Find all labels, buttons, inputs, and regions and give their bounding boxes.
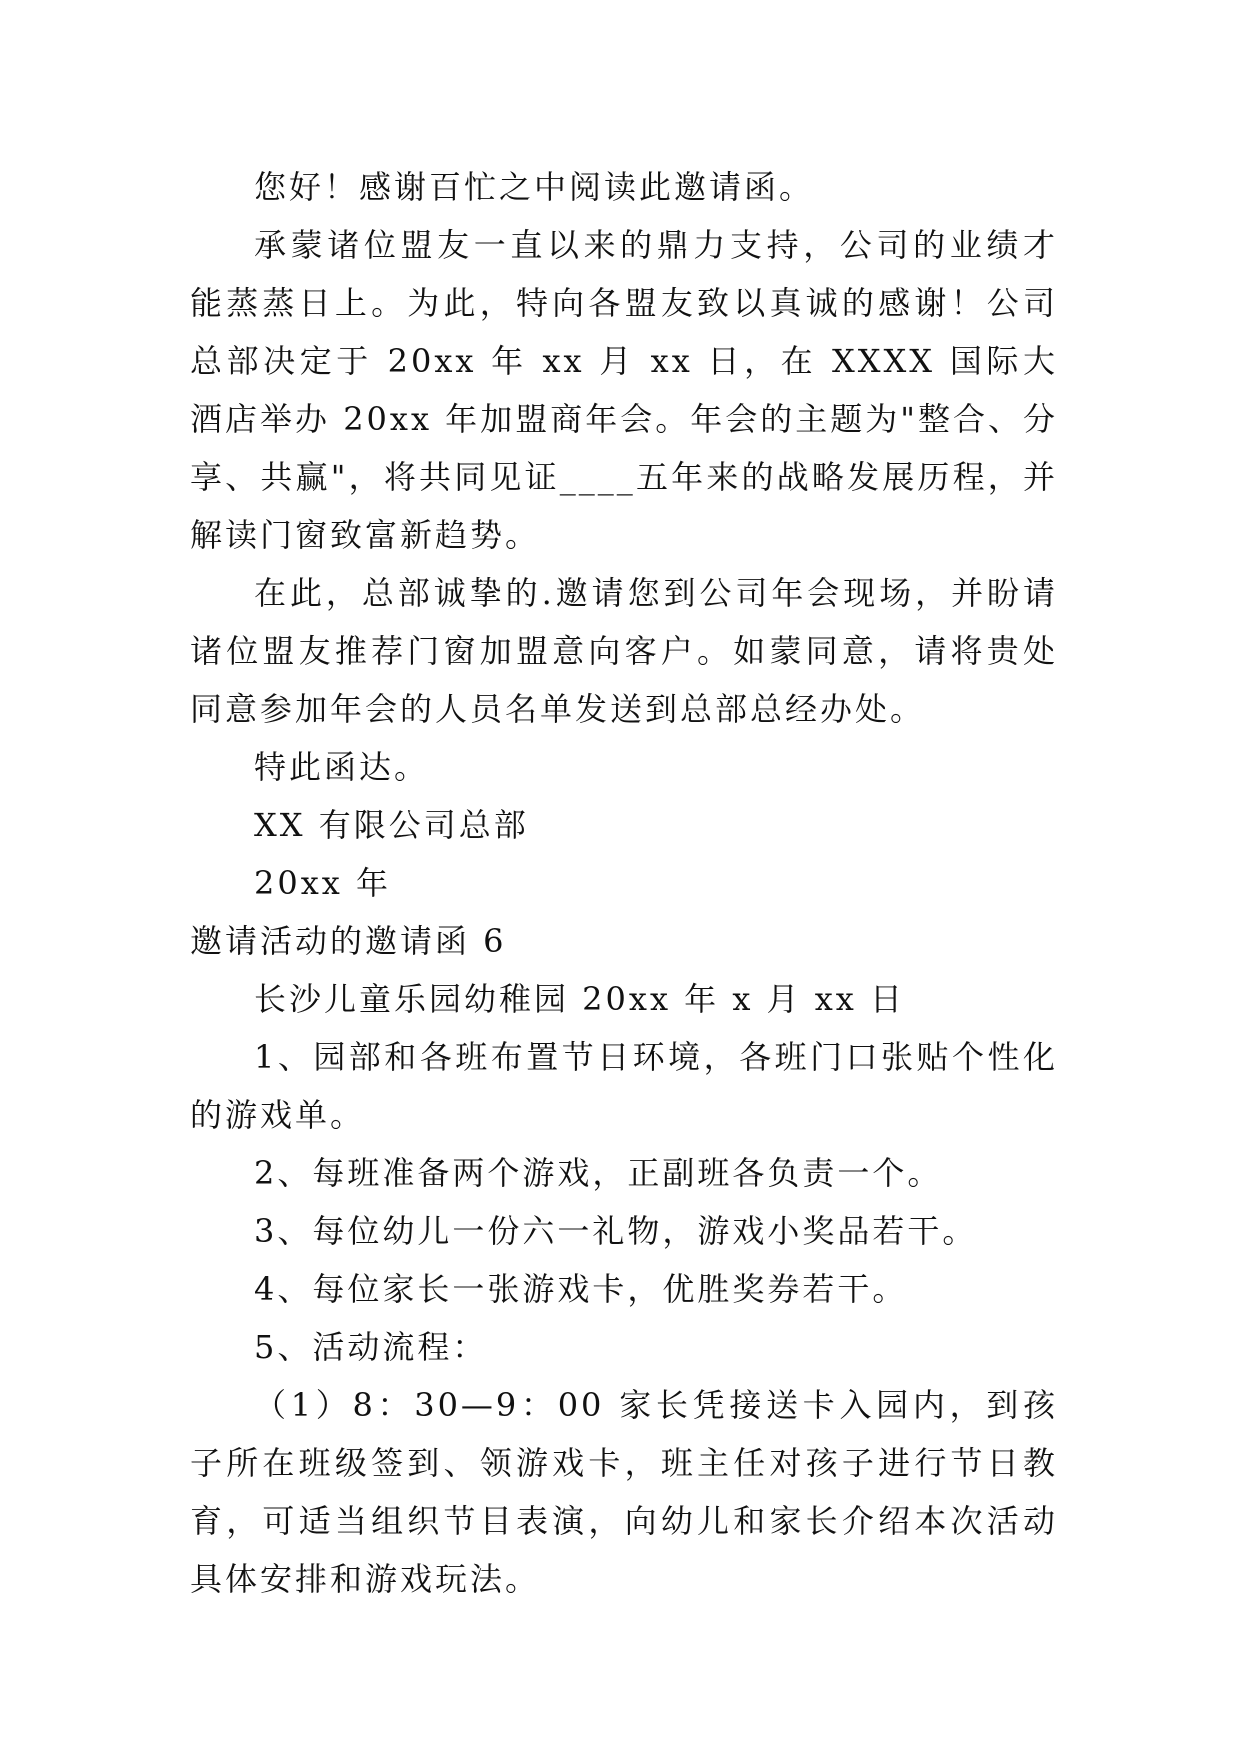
list-item: 3、每位幼儿一份六一礼物，游戏小奖品若干。 xyxy=(254,1212,978,1250)
invitation-paragraph: 在此，总部诚挚的.邀请您到公司年会现场，并盼请诸位盟友推荐门窗加盟意向客户。如蒙同意，请将贵处同意参加年会的人员名单发送到总部总经办处。 xyxy=(190,574,1058,728)
closing-line: 特此函达。 xyxy=(254,748,430,786)
list-item: 1、园部和各班布置节日环境，各班门口张贴个性化的游戏单。 xyxy=(190,1038,1058,1134)
document-body xyxy=(190,158,1058,1608)
greeting-paragraph: 您好！感谢百忙之中阅读此邀请函。 xyxy=(254,168,815,206)
list-item: 4、每位家长一张游戏卡，优胜奖券若干。 xyxy=(254,1270,908,1308)
schedule-step: （1）8：30—9：00 家长凭接送卡入园内，到孩子所在班级签到、领游戏卡，班主任对孩子进行节日教育，可适当组织节目表演，向幼儿和家长介绍本次活动具体安排和游戏玩法。 xyxy=(190,1386,1058,1598)
list-item: 2、每班准备两个游戏，正副班各负责一个。 xyxy=(254,1154,943,1192)
letter-date: 20xx 年 xyxy=(254,864,391,902)
section-title: 邀请活动的邀请函 6 xyxy=(190,922,507,960)
kindergarten-date-line: 长沙儿童乐园幼稚园 20xx 年 x 月 xx 日 xyxy=(254,980,905,1018)
thanks-paragraph: 承蒙诸位盟友一直以来的鼎力支持，公司的业绩才能蒸蒸日上。为此，特向各盟友致以真诚的感谢！公司总部决定于 20xx 年 xx 月 xx 日，在 XXXX 国际大酒店举办 20xx 年加盟商年会。年会的主题为"整合、分享、共赢"，将共同见证____五年来的战略发展历程，并解读门窗致富新趋势。 xyxy=(190,226,1058,554)
sender-name: XX 有限公司总部 xyxy=(254,806,529,844)
list-item: 5、活动流程： xyxy=(254,1328,488,1366)
